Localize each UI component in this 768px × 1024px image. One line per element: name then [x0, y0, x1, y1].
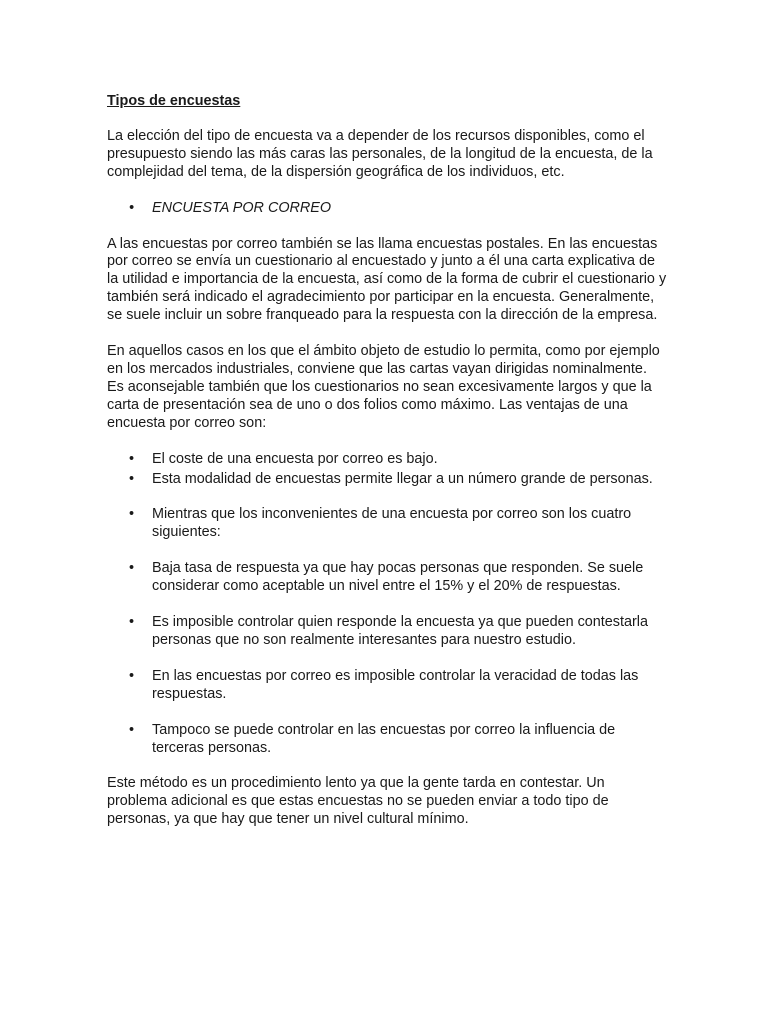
- intro-paragraph: La elección del tipo de encuesta va a depender de los recursos disponibles, como el presupuesto siendo las más caras las personales, de la longitud de la encuesta, de la complejidad del tema, de la dispersión geográfica de los individuos, etc.: [107, 127, 653, 180]
- list-item-text: Tampoco se puede controlar en las encuestas por correo la influencia de terceras personas.: [152, 721, 616, 756]
- list-item: [107, 668, 667, 704]
- document-title: Tipos de encuestas: [107, 93, 241, 109]
- list-item-text: En las encuestas por correo es imposible controlar la veracidad de todas las respuestas.: [152, 667, 639, 702]
- list-item-text: Es imposible controlar quien responde la encuesta ya que pueden contestarla personas que no son realmente interesantes para nuestro estudio.: [152, 614, 648, 648]
- list-item: [107, 614, 667, 650]
- advantages-list: [107, 451, 667, 489]
- disadvantages-list: [107, 506, 667, 757]
- body-paragraph-1: A las encuestas por correo también se las llama encuestas postales. En las encuestas por correo se envía un cuestionario al encuestado y junto a él una carta explicativa de la utilidad e importancia de la encuesta, así como de la forma de cubrir el cuestionario y también será indicado el agradecimiento por participar en la encuesta. Generalmente, se suele incluir un sobre franqueado para la respuesta con la dirección de la empresa.: [107, 235, 667, 324]
- list-item-text: Esta modalidad de encuestas permite llegar a un número grande de personas.: [152, 470, 653, 487]
- list-item: [107, 722, 667, 758]
- list-item: [107, 506, 667, 542]
- document-page: [107, 93, 667, 847]
- closing-paragraph: Este método es un procedimiento lento ya que la gente tarda en contestar. Un problema adicional es que estas encuestas no se pueden enviar a todo tipo de personas, ya que hay que tener un nivel cultural mínimo.: [107, 775, 609, 828]
- list-item: [107, 451, 667, 469]
- bullet-icon: •: [129, 560, 135, 577]
- list-item-text: El coste de una encuesta por correo es bajo.: [152, 450, 438, 467]
- section-heading-item: [107, 200, 667, 218]
- bullet-icon: •: [129, 667, 135, 684]
- list-item-text: Mientras que los inconvenientes de una encuesta por correo son los cuatro siguientes:: [152, 506, 632, 541]
- bullet-icon: •: [129, 614, 135, 631]
- section-heading: ENCUESTA POR CORREO: [152, 199, 332, 216]
- bullet-icon: •: [129, 450, 135, 467]
- bullet-icon: •: [129, 721, 135, 738]
- bullet-icon: •: [129, 199, 135, 216]
- bullet-icon: •: [129, 506, 135, 523]
- list-item-text: Baja tasa de respuesta ya que hay pocas personas que responden. Se suele considerar como aceptable un nivel entre el 15% y el 20% de respuestas.: [152, 560, 644, 595]
- list-item: [107, 471, 667, 489]
- bullet-icon: •: [129, 470, 135, 487]
- section-heading-list: [107, 200, 667, 218]
- body-paragraph-2: En aquellos casos en los que el ámbito objeto de estudio lo permita, como por ejemplo en los mercados industriales, conviene que las cartas vayan dirigidas nominalmente. Es aconsejable también que los cuestionarios no sean excesivamente largos y que la carta de presentación sea de uno o dos folios como máximo. Las ventajas de una encuesta por correo son:: [107, 343, 660, 431]
- list-item: [107, 560, 667, 596]
